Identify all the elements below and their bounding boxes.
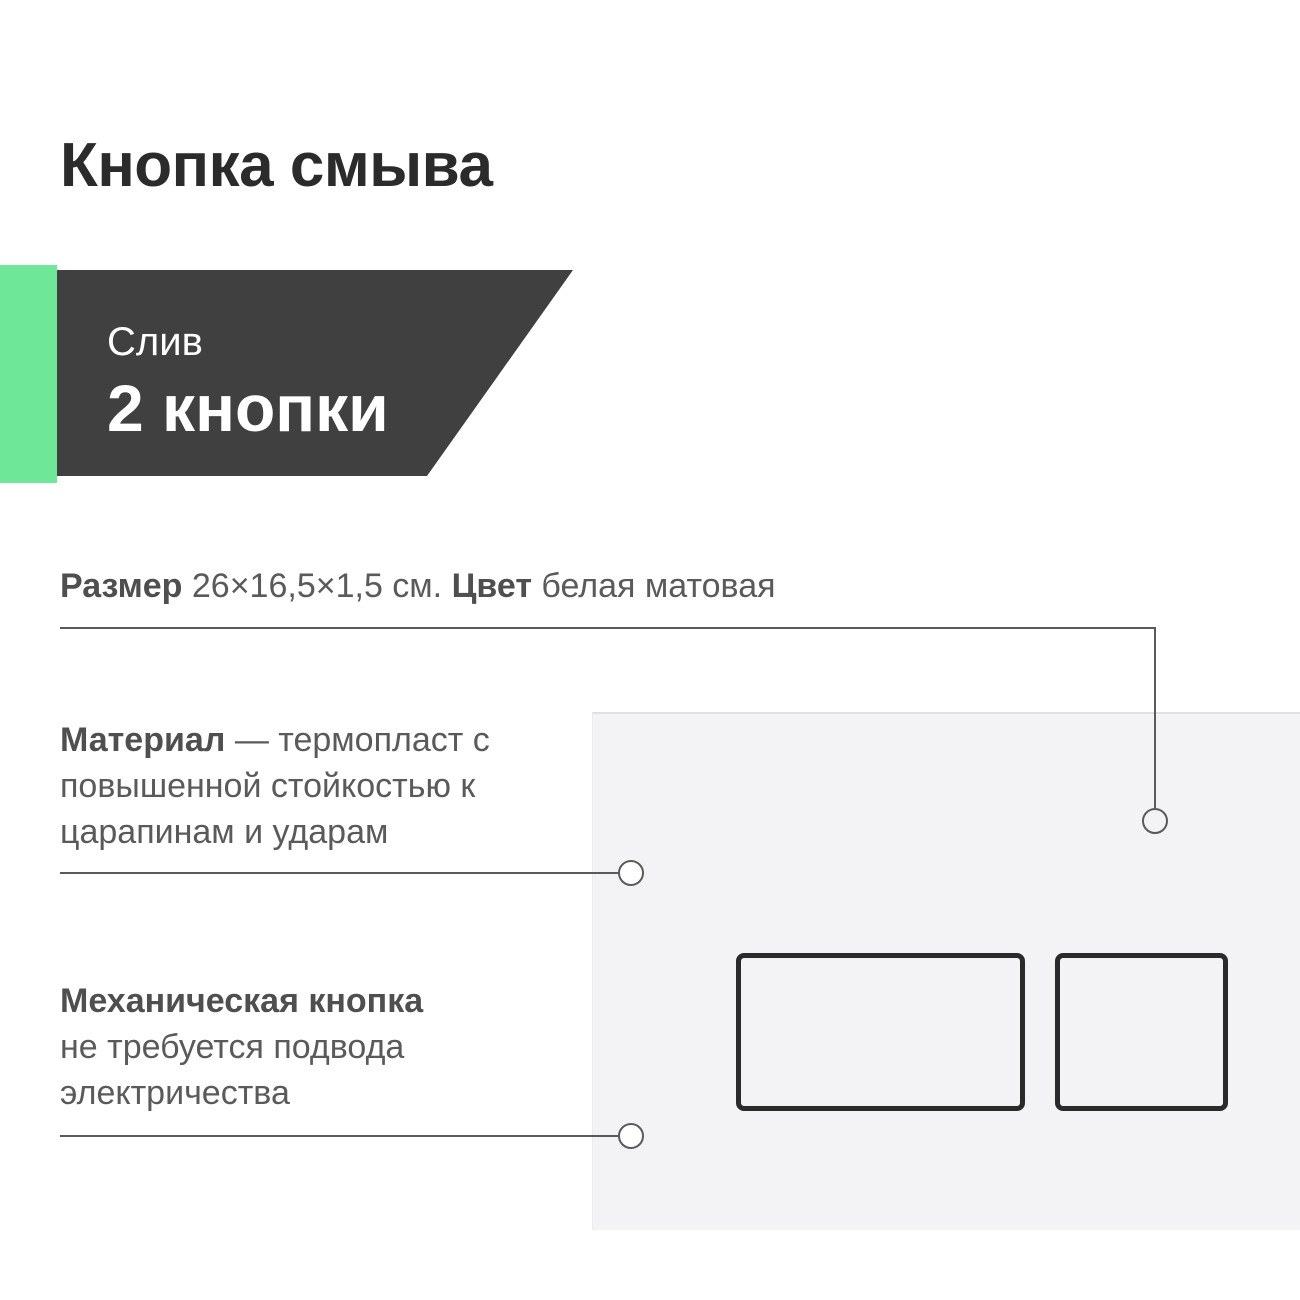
size-leader-dot [1143,809,1167,833]
size-value: 26×16,5×1,5 см. [182,567,452,605]
mechanism-label: Механическая кнопка [60,982,424,1020]
mechanism-leader-dot [619,1124,643,1148]
size-label: Размер [60,567,183,605]
mechanism-value: не требуется подвода электричества [60,1028,405,1112]
color-label: Цвет [451,567,532,605]
size-leader-line [60,628,1155,808]
banner-subtitle: Слив [107,320,203,364]
material-label: Материал [60,721,226,759]
page-title: Кнопка смыва [60,131,493,200]
banner-headline: 2 кнопки [107,371,389,445]
material-value: — термопласт с повышенной стойкостью к царапинам и ударам [60,721,490,851]
material-leader-dot [619,861,643,885]
color-value: белая матовая [531,567,776,605]
